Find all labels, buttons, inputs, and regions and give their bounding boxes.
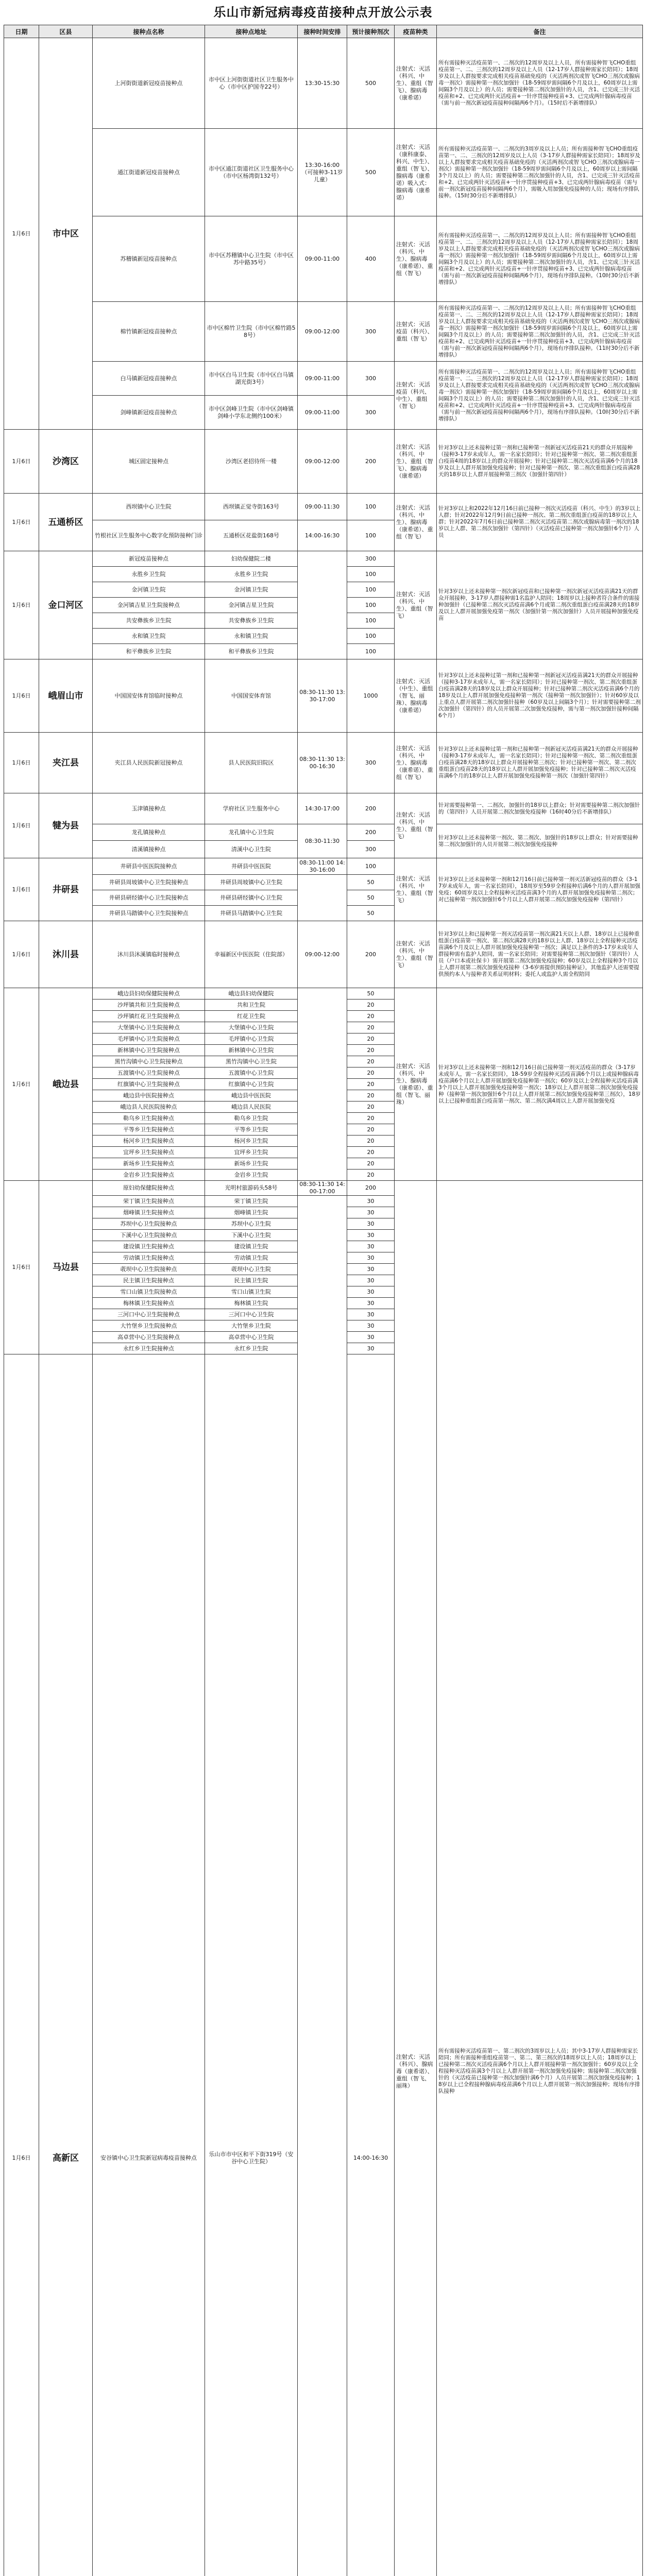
district-cell: 夹江县 bbox=[39, 733, 93, 793]
site-name-cell: 劳动镇卫生院接种点 bbox=[93, 1252, 205, 1264]
site-address-cell: 民主镇卫生院 bbox=[205, 1275, 298, 1286]
site-name-cell: 共安彝族乡卫生院 bbox=[93, 613, 205, 629]
site-name-cell: 新林镇中心卫生院接种点 bbox=[93, 1045, 205, 1056]
header-site-address: 接种点地址 bbox=[205, 25, 298, 38]
notes-cell: 针对3岁以上还未接种第一剂和12月16日前已接种第一剂灭活新冠疫苗的群众（3-17岁未成年人，需一名家长陪同），18周岁至59岁全程接种后满6个月的人群开展加强免疫；60周岁及以上全程接种灭活疫苗满3个月的人群开展加强免疫接种第二剂次；对已接种第一剂次加强针6个月以上人群开展第二剂次加强免疫接种（第四针） bbox=[437, 858, 643, 921]
site-name-cell: 黑竹沟镇中心卫生院接种点 bbox=[93, 1056, 205, 1067]
doses-cell: 20 bbox=[347, 1113, 395, 1124]
schedule-cell bbox=[298, 988, 347, 1181]
district-cell: 井研县 bbox=[39, 858, 93, 921]
doses-cell: 200 bbox=[347, 793, 395, 824]
site-name-cell: 荍坝中心卫生院接种点 bbox=[93, 1264, 205, 1275]
site-address-cell: 县人民医院旧院区 bbox=[205, 733, 298, 793]
schedule-cell: 13:30-15:30 bbox=[298, 38, 347, 129]
doses-cell: 30 bbox=[347, 1286, 395, 1298]
doses-cell: 1000 bbox=[347, 659, 395, 733]
doses-cell: 300 bbox=[347, 302, 395, 362]
site-name-cell: 沙坪镇红花卫生院接种点 bbox=[93, 1011, 205, 1022]
schedule-cell: 09:00-11:00 bbox=[298, 216, 347, 302]
site-address-cell: 乐山市市中区和平下街319号（安谷中心卫生院） bbox=[205, 1354, 298, 2576]
doses-cell: 500 bbox=[347, 38, 395, 129]
site-name-cell: 通江街道新冠疫苗接种点 bbox=[93, 129, 205, 216]
table-row bbox=[4, 659, 643, 733]
doses-cell: 30 bbox=[347, 1309, 395, 1320]
page-title: 乐山市新冠病毒疫苗接种点开放公示表 bbox=[0, 0, 646, 25]
doses-cell: 30 bbox=[347, 1275, 395, 1286]
site-address-cell: 峨边县妇幼保健院 bbox=[205, 988, 298, 999]
site-address-cell: 梅林镇卫生院 bbox=[205, 1298, 298, 1309]
table-row bbox=[4, 921, 643, 988]
site-name-cell: 峨边县人民医院接种点 bbox=[93, 1101, 205, 1113]
site-address-cell: 西坝镇正觉寺街163号 bbox=[205, 494, 298, 520]
vaccine-type-cell: 注射式：灭活（科兴）、腺病毒（康希诺）、重组（智飞、丽珠） bbox=[395, 1181, 437, 2576]
header-notes: 备注 bbox=[437, 25, 643, 38]
site-name-cell: 金河镇吉星卫生院接种点 bbox=[93, 598, 205, 613]
site-address-cell: 沙湾区老招待所一楼 bbox=[205, 430, 298, 494]
date-cell: 1月6日 bbox=[4, 858, 39, 921]
schedule-cell: 14:30-17:00 bbox=[298, 793, 347, 824]
site-address-cell: 五通桥区花盐街168号 bbox=[205, 520, 298, 551]
doses-cell: 400 bbox=[347, 216, 395, 302]
doses-cell: 200 bbox=[347, 921, 395, 988]
site-address-cell: 井研县中医医院 bbox=[205, 858, 298, 875]
doses-cell: 20 bbox=[347, 1170, 395, 1181]
site-address-cell: 苏坝中心卫生院 bbox=[205, 1218, 298, 1230]
site-address-cell: 荍坝中心卫生院 bbox=[205, 1264, 298, 1275]
site-address-cell: 峨边县中医医院 bbox=[205, 1090, 298, 1101]
site-name-cell: 金河镇卫生院 bbox=[93, 582, 205, 598]
district-cell: 高新区 bbox=[39, 1354, 93, 2576]
schedule-cell: 09:00-11:00 bbox=[298, 396, 347, 430]
site-name-cell: 宜坪乡卫生院接种点 bbox=[93, 1147, 205, 1158]
vaccine-type-cell: 注射式：灭活（科兴、中生）、腺病毒（康希诺）、重组（智飞） bbox=[395, 733, 437, 793]
schedule-cell: 14:00-16:30 bbox=[347, 1354, 395, 2576]
doses-cell: 50 bbox=[347, 906, 395, 921]
district-cell: 马边县 bbox=[39, 1181, 93, 1354]
site-address-cell: 五渡镇中心卫生院 bbox=[205, 1067, 298, 1079]
doses-cell: 300 bbox=[347, 551, 395, 567]
date-cell: 1月6日 bbox=[4, 988, 39, 1181]
site-address-cell: 勒乌乡卫生院 bbox=[205, 1113, 298, 1124]
doses-cell: 20 bbox=[347, 1045, 395, 1056]
site-name-cell: 毛坪镇中心卫生院接种点 bbox=[93, 1033, 205, 1045]
table-row bbox=[4, 858, 643, 875]
vaccine-type-cell: 注射式：灭活（科兴、中生）、重组（智飞） bbox=[395, 793, 437, 858]
site-name-cell: 原妇幼保健院接种点 bbox=[93, 1181, 205, 1196]
site-address-cell: 雪口山镇卫生院 bbox=[205, 1286, 298, 1298]
doses-cell: 20 bbox=[347, 1136, 395, 1147]
vaccine-type-cell: 注射式：灭活疫苗（科兴、中生）、重组（智飞） bbox=[395, 362, 437, 430]
schedule-cell: 08:30-11:00 14:30-16:00 bbox=[298, 858, 347, 875]
site-name-cell: 剑峰镇新冠疫苗接种点 bbox=[93, 396, 205, 430]
notes-cell: 针对3岁以上还未接种过第一剂和已接种第一剂新冠灭活疫苗满21天的群众开展接种（接种3-17岁未成年人，需一名家长陪同）；针对已接种第一剂次、第二剂次重组蛋白疫苗满28天的18岁及以上群众开展接种；针对已接种第二剂次灭活疫苗满6个月的18岁及以上人群开展加强免疫接种第一剂次（接种第一剂次加强针）；针对60岁及以上重点人群开展第二剂次加强针接种（60岁及以上间隔3个月）；针对需要接种第二剂次加强针（第四针）的人员开展第二次加强免疫接种，需与第一剂次加强针接种间隔6个月） bbox=[437, 659, 643, 733]
site-name-cell: 三河口中心卫生院接种点 bbox=[93, 1309, 205, 1320]
header-date: 日期 bbox=[4, 25, 39, 38]
site-address-cell: 金河镇吉星卫生院 bbox=[205, 598, 298, 613]
site-name-cell: 建设镇卫生院接种点 bbox=[93, 1241, 205, 1252]
site-address-cell: 和平彝族乡卫生院 bbox=[205, 644, 298, 659]
site-name-cell: 苏稽镇新冠疫苗接种点 bbox=[93, 216, 205, 302]
site-address-cell: 红旗镇中心卫生院 bbox=[205, 1079, 298, 1090]
site-name-cell: 竹根社区卫生服务中心数字化预防接种门诊 bbox=[93, 520, 205, 551]
schedule-cell bbox=[298, 875, 347, 921]
site-name-cell: 大竹堡乡卫生院接种点 bbox=[93, 1320, 205, 1332]
header-vaccine-type: 疫苗种类 bbox=[395, 25, 437, 38]
district-cell: 沙湾区 bbox=[39, 430, 93, 494]
doses-cell: 100 bbox=[347, 582, 395, 598]
schedule-cell: 09:00-12:00 bbox=[298, 302, 347, 362]
site-address-cell: 劳动镇卫生院 bbox=[205, 1252, 298, 1264]
vaccine-type-cell: 注射式：灭活（科兴、中生）、重组（智飞） bbox=[395, 858, 437, 921]
schedule-cell: 08:30-11:30 bbox=[298, 824, 347, 858]
doses-cell: 20 bbox=[347, 1067, 395, 1079]
doses-cell: 20 bbox=[347, 1101, 395, 1113]
site-address-cell: 红花卫生院 bbox=[205, 1011, 298, 1022]
vaccine-type-cell: 注射式：灭活疫苗（科兴）、重组（智飞） bbox=[395, 302, 437, 362]
notes-cell: 针对3岁以上和已接种第一剂灭活疫苗第一剂次满21天以上人群、18岁以上已接种重组蛋白疫苗第一剂次、第二剂次满28天的18岁以上人群、18岁以上全程接种灭活疫苗满6个月及以上人群开展加强免疫接种第一剂次；满足以上条件的3-17岁未成年人群接种需有监护人陪同，需一名家长陪同；对需要接种第二剂次加强针（第四针）人员（户口本或社保卡）需开展第二剂次加强免疫接种；60岁及以上全程接种3个月以上人群开展第二剂次加强免疫接种（3-6岁需提供预防接种证），其他监护人还需要提供预约本人与接种者关系证明材料；委托人或监护人需全程陪同 bbox=[437, 921, 643, 988]
schedule-cell bbox=[298, 1196, 347, 2576]
doses-cell: 300 bbox=[347, 733, 395, 793]
schedule-cell: 09:00-12:00 bbox=[298, 430, 347, 494]
site-name-cell: 井研县马踏镇中心卫生院接种点 bbox=[93, 906, 205, 921]
site-name-cell: 井研县研经镇中心卫生院接种点 bbox=[93, 890, 205, 906]
doses-cell: 200 bbox=[347, 430, 395, 494]
date-cell: 1月6日 bbox=[4, 659, 39, 733]
site-address-cell: 大竹堡乡卫生院 bbox=[205, 1320, 298, 1332]
header-site-name: 接种点名称 bbox=[93, 25, 205, 38]
vaccine-type-cell: 注射式：灭活（科兴、中生）、重组（智飞） bbox=[395, 921, 437, 988]
schedule-cell: 14:00-16:30 bbox=[298, 520, 347, 551]
site-address-cell: 永胜乡卫生院 bbox=[205, 567, 298, 582]
site-name-cell: 西坝镇中心卫生院 bbox=[93, 494, 205, 520]
doses-cell: 30 bbox=[347, 1343, 395, 1354]
site-address-cell: 金岩乡卫生院 bbox=[205, 1170, 298, 1181]
notes-cell: 针对3岁以上还未接种过第一剂和已接种第一剂新冠灭活疫苗21天的群众开展接种（接种3-17岁未成年人，需一名家长陪同）；针对已接种第一剂次、第二剂次重组蛋白疫苗4周的18岁以上的群众开展接种；针对已接种第二剂次灭活疫苗满6个月的18岁及以上人群开展加强免疫接种；针对已接种第一剂次、第二剂次重组蛋白疫苗满28天的18岁以上人群开展接种第三剂次（加强针第四针） bbox=[437, 430, 643, 494]
vaccine-type-cell: 注射式：灭活（科兴、中生）、重组（智飞）、腺病毒（康希诺） bbox=[395, 38, 437, 129]
site-name-cell: 白马镇新冠疫苗接种点 bbox=[93, 362, 205, 396]
site-address-cell: 杨河乡卫生院 bbox=[205, 1136, 298, 1147]
site-name-cell: 烟峰镇卫生院接种点 bbox=[93, 1207, 205, 1218]
site-address-cell: 市中区白马卫生院（市中区白马镇湖光街3号） bbox=[205, 362, 298, 396]
site-address-cell: 市中区棉竹卫生院（市中区棉竹路58号） bbox=[205, 302, 298, 362]
notes-cell: 所有需接种灭活疫苗第一、二剂次的12周岁及以上人员；所有需接种智飞CHO重组疫苗第一、二、三剂次的12周岁及以上人员（12-17岁人群接种需家长陪同）；18周岁及以上人群按要求完成相关疫苗基础免疫的（灭活两剂次或智飞CHO三剂次或腺病毒一剂次）需接种第一剂次加强针（18-59周岁需间隔6个月及以上，60周岁以上需间隔3个月及以上）的人员；需要接种第二剂次加强针的人员，含1、已完成三针灭活疫苗和+2、已完成两针灭活疫苗+一针序贯接种疫苗+3、已完成两针腺病毒疫苗（需与前一剂次新冠疫苗接种间隔两6个月），现场有序排队接种。（11时30分后不新增排队） bbox=[437, 302, 643, 362]
notes-cell: 所有需接种灭活疫苗第一、二剂次的12周岁及以上人员，所有需接种智飞CHO重组疫苗第一、二、三剂次的12周岁及以上人员（12-17岁人群接种需家长陪同）；18周岁及以上人群按要求完成相关疫苗基础免疫的（灭活两剂次或智飞CHO三剂次或腺病毒一剂次）需接种第一剂次加强针（18-59周岁需间隔6个月及以上，60周岁以上需间隔3个月及以上）的人员；需要接种第二剂次加强针的人员，含1、已完成三针灭活疫苗和+2、已完成两针灭活疫苗+一针序贯接种疫苗+3、已完成两针腺病毒疫苗（需与前一剂次新冠疫苗接种间隔两6个月）。（15时后不新增排队） bbox=[437, 38, 643, 129]
site-address-cell: 金河镇卫生院 bbox=[205, 582, 298, 598]
site-name-cell: 荣丁镇卫生院接种点 bbox=[93, 1196, 205, 1207]
doses-cell: 50 bbox=[347, 890, 395, 906]
site-name-cell: 金岩乡卫生院接种点 bbox=[93, 1170, 205, 1181]
site-address-cell: 高卓营中心卫生院 bbox=[205, 1332, 298, 1343]
schedule-cell: 09:00-12:00 bbox=[298, 921, 347, 988]
notes-cell: 针对3岁以上和2022年12月16日前已接种一剂次灭活疫苗（科兴、中生）的3岁以上人群；针对2022年12月9日前已接种一剂次、第二剂次重组蛋白疫苗的18岁以上人群；针对2022年7月6日前已接种第二剂次灭活疫苗第二剂次或腺病毒第一剂次的18岁以上人群、第二剂次加强针（第四针）（灭活疫苗已接种第一剂次加强针6个月）人员 bbox=[437, 494, 643, 551]
table-row bbox=[4, 129, 643, 216]
district-cell: 犍为县 bbox=[39, 793, 93, 858]
site-address-cell: 幸福新区中医医院（住院部） bbox=[205, 921, 298, 988]
site-name-cell: 苏坝中心卫生院接种点 bbox=[93, 1218, 205, 1230]
site-name-cell: 大堡镇中心卫生院接种点 bbox=[93, 1022, 205, 1033]
doses-cell: 20 bbox=[347, 1124, 395, 1136]
table-row bbox=[4, 38, 643, 129]
table-row bbox=[4, 551, 643, 567]
site-address-cell: 学府社区卫生服务中心 bbox=[205, 793, 298, 824]
doses-cell: 500 bbox=[347, 129, 395, 216]
site-address-cell: 平等乡卫生院 bbox=[205, 1124, 298, 1136]
site-name-cell: 上河街街道新冠疫苗接种点 bbox=[93, 38, 205, 129]
site-address-cell: 清溪中心卫生院 bbox=[205, 841, 298, 858]
site-name-cell: 井研县中医医院接种点 bbox=[93, 858, 205, 875]
site-address-cell: 荣丁镇卫生院 bbox=[205, 1196, 298, 1207]
site-address-cell: 市中区剑峰卫生院（市中区剑峰镇剑峰小学东北侧约100米） bbox=[205, 396, 298, 430]
header-schedule: 接种时间安排 bbox=[298, 25, 347, 38]
site-name-cell: 高卓营中心卫生院接种点 bbox=[93, 1332, 205, 1343]
site-address-cell: 妇幼保健院二楼 bbox=[205, 551, 298, 567]
site-name-cell: 井研县周坡镇中心卫生院接种点 bbox=[93, 875, 205, 890]
date-cell: 1月6日 bbox=[4, 1354, 39, 2576]
site-name-cell: 沙坪镇共和卫生院接种点 bbox=[93, 999, 205, 1011]
doses-cell: 100 bbox=[347, 858, 395, 875]
doses-cell: 30 bbox=[347, 1298, 395, 1309]
site-name-cell: 平等乡卫生院接种点 bbox=[93, 1124, 205, 1136]
doses-cell: 20 bbox=[347, 1147, 395, 1158]
date-cell: 1月6日 bbox=[4, 494, 39, 551]
vaccination-sites-table bbox=[4, 25, 643, 2576]
site-name-cell: 民主镇卫生院接种点 bbox=[93, 1275, 205, 1286]
doses-cell: 20 bbox=[347, 1011, 395, 1022]
date-cell: 1月6日 bbox=[4, 921, 39, 988]
doses-cell: 30 bbox=[347, 1207, 395, 1218]
schedule-cell: 08:30-11:30 13:30-17:00 bbox=[298, 659, 347, 733]
district-cell: 市中区 bbox=[39, 38, 93, 430]
date-cell: 1月6日 bbox=[4, 1181, 39, 1354]
site-name-cell: 新冠疫苗接种点 bbox=[93, 551, 205, 567]
vaccine-type-cell: 注射式：灭活（科兴、中生）、腺病毒（康希诺）、重组（智飞、丽珠） bbox=[395, 988, 437, 1181]
site-name-cell: 红旗镇中心卫生院接种点 bbox=[93, 1079, 205, 1090]
site-address-cell: 烟峰镇卫生院 bbox=[205, 1207, 298, 1218]
site-name-cell: 峨边县中医院接种点 bbox=[93, 1090, 205, 1101]
doses-cell: 100 bbox=[347, 494, 395, 520]
notes-cell: 所有需接种灭活疫苗第一、二剂次的12周岁及以上人员；所有需接种智飞CHO重组疫苗第一、二、三剂次的12周岁及以上人员（12-17岁人群接种需家长陪同）；18周岁及以上人群按要求完成相关疫苗基础免疫的（灭活两剂次或智飞CHO三剂次或腺病毒一剂次）需接种第一剂次加强针（18-59周岁需间隔6个月及以上，60周岁以上需间隔3个月及以上）的人员；需要接种第二剂次加强针的人员，含1、已完成三针灭活疫苗和+2、已完成两针灭活疫苗+一针序贯接种疫苗+3、已完成两针腺病毒疫苗（需与前一剂次新冠疫苗接种间隔两6个月），现场有序排队接种。（10时30分后不新增排队） bbox=[437, 216, 643, 302]
site-address-cell: 三河口中心卫生院 bbox=[205, 1309, 298, 1320]
district-cell: 峨眉山市 bbox=[39, 659, 93, 733]
doses-cell: 50 bbox=[347, 875, 395, 890]
site-address-cell: 井研县研经镇中心卫生院 bbox=[205, 890, 298, 906]
site-address-cell: 黑竹沟镇中心卫生院 bbox=[205, 1056, 298, 1067]
vaccine-type-cell: 注射式：灭活（科兴、中生）、腺病毒（康希诺）、重组（智飞） bbox=[395, 216, 437, 302]
notes-cell: 针对需要接种第一、二剂次、加强针的18岁以上群众；针对需要接种第二剂次加强针的（第四针）人员开展第二剂次加强免疫接种（16时40分后不新增排队） bbox=[437, 793, 643, 824]
site-name-cell: 中国国安体育馆临时接种点 bbox=[93, 659, 205, 733]
doses-cell: 30 bbox=[347, 1332, 395, 1343]
doses-cell: 300 bbox=[347, 841, 395, 858]
doses-cell: 100 bbox=[347, 567, 395, 582]
site-address-cell: 共安彝族乡卫生院 bbox=[205, 613, 298, 629]
vaccine-type-cell: 注射式：灭活（中生）、重组（智飞、丽珠）、腺病毒（康希诺） bbox=[395, 659, 437, 733]
notes-cell: 针对3岁以上还未接种第一剂和12月16日前已接种第一剂灭活疫苗的群众（3-17岁未成年人，需一名家长陪同），18-59岁全程接种灭活疫苗满6个月以上或接种腺病毒疫苗满6个月以上人群开展加强免疫接种第一剂次；60岁及以上全程接种灭活疫苗满3个月以上人群开展加强免疫接种第一剂次；18岁以上人群开展第二剂次加强免疫接种（接种第一剂次加强针6个月以上人群开展第二剂次加强免疫接种第三剂次），18岁以上已接种重组蛋白疫苗第一剂次、第二剂次满4周以上人群开展加强免疫 bbox=[437, 988, 643, 1181]
notes-cell: 所有需接种灭活疫苗第一、第二剂次的3周岁以上人员；其中3-17岁人群接种需家长陪同；所有需接种重组疫苗第一、第二、第三剂次的18周岁以上人员；18周岁以上已接种第二剂次灭活疫苗满6个月以上人群开展接种第一剂次加强针；60岁及以上全程接种灭活疫苗满3个月以上人群开展第一剂次加强免疫接种；需接种第二剂次加强针的（灭活疫苗已接种第一剂次加强针满6个月）人员开展第二剂次加强免疫接种；18岁以上已全程接种腺病毒疫苗满6个月以上人群开展第一剂次加强接种；现场有序排队接种 bbox=[437, 1181, 643, 2576]
doses-cell: 20 bbox=[347, 1022, 395, 1033]
site-address-cell: 共和卫生院 bbox=[205, 999, 298, 1011]
site-address-cell: 下溪中心卫生院 bbox=[205, 1230, 298, 1241]
doses-cell: 50 bbox=[347, 988, 395, 999]
notes-cell: 针对3岁以上还未接种过第一剂和已接种第一剂新冠灭活疫苗满21天的群众开展接种（接种3-17岁未成年人，需一名家长陪同）；针对已接种第一剂次、第二剂次重组蛋白疫苗满28天的18岁以上群众开展接种第三剂次；针对已接种第一剂次、第二剂次重组蛋白疫苗28天的18岁以上人群开展加强免疫接种；针对已接种第二剂次灭活疫苗满6个月的18岁以上人群开展加强免疫接种第一剂次（加强针第四针） bbox=[437, 733, 643, 793]
doses-cell: 100 bbox=[347, 629, 395, 644]
table-row bbox=[4, 793, 643, 824]
header-district: 区县 bbox=[39, 25, 93, 38]
schedule-cell: 09:00-11:30 bbox=[298, 494, 347, 520]
site-address-cell: 毛坪镇中心卫生院 bbox=[205, 1033, 298, 1045]
site-address-cell: 新林镇中心卫生院 bbox=[205, 1045, 298, 1056]
district-cell: 金口河区 bbox=[39, 551, 93, 659]
table-row bbox=[4, 824, 643, 841]
doses-cell: 100 bbox=[347, 598, 395, 613]
notes-cell: 所有需接种灭活疫苗第一、二剂次的12周岁及以上人员；所有需接种智飞CHO重组疫苗第一、二、三剂次的12周岁及以上人员（12-17岁人群接种需家长陪同）；18周岁及以上人群按要求完成相关疫苗基础免疫的（灭活两剂次或智飞CHO三剂次或腺病毒一剂次）需接种第一剂次加强针（18-59周岁需间隔6个月及以上，60周岁以上需间隔3个月及以上）的人员；需要接种第二剂次加强针的人员，含1、已完成三针灭活疫苗和+2、已完成两针灭活疫苗+一针序贯接种疫苗+3、已完成两针腺病毒疫苗（需与前一剂次新冠疫苗接种间隔两6个月），现场有序排队接种。（10时30分后不新增排队） bbox=[437, 362, 643, 430]
site-name-cell: 安谷镇中心卫生院新冠病毒疫苗接种点 bbox=[93, 1354, 205, 2576]
schedule-cell bbox=[298, 551, 347, 659]
date-cell: 1月6日 bbox=[4, 733, 39, 793]
vaccine-type-cell: 注射式：灭活（科兴、中生）、重组（智飞） bbox=[395, 551, 437, 659]
doses-cell: 30 bbox=[347, 1241, 395, 1252]
site-name-cell: 雪口山镇卫生院接种点 bbox=[93, 1286, 205, 1298]
doses-cell: 20 bbox=[347, 1079, 395, 1090]
site-name-cell: 杨河乡卫生院接种点 bbox=[93, 1136, 205, 1147]
table-row bbox=[4, 733, 643, 793]
doses-cell: 100 bbox=[347, 520, 395, 551]
doses-cell: 20 bbox=[347, 1090, 395, 1101]
site-address-cell: 大堡镇中心卫生院 bbox=[205, 1022, 298, 1033]
table-row bbox=[4, 988, 643, 999]
schedule-cell: 09:00-11:00 bbox=[298, 362, 347, 396]
site-name-cell: 永和镇卫生院 bbox=[93, 629, 205, 644]
site-name-cell: 勒乌乡卫生院接种点 bbox=[93, 1113, 205, 1124]
doses-cell: 30 bbox=[347, 1264, 395, 1275]
table-row bbox=[4, 1181, 643, 1196]
site-address-cell: 永红乡卫生院 bbox=[205, 1343, 298, 1354]
date-cell: 1月6日 bbox=[4, 430, 39, 494]
doses-cell: 300 bbox=[347, 362, 395, 396]
site-name-cell: 和平彝族乡卫生院 bbox=[93, 644, 205, 659]
vaccine-type-cell: 注射式：灭活（康科康泰、科兴、中生）、重组（智飞）、腺病毒（康希诺）吸入式：腺病毒（康希诺） bbox=[395, 129, 437, 216]
doses-cell: 300 bbox=[347, 396, 395, 430]
site-name-cell: 永红乡卫生院接种点 bbox=[93, 1343, 205, 1354]
site-name-cell: 梅林镇卫生院接种点 bbox=[93, 1298, 205, 1309]
date-cell: 1月6日 bbox=[4, 793, 39, 858]
site-address-cell: 井研县马踏镇中心卫生院 bbox=[205, 906, 298, 921]
doses-cell: 30 bbox=[347, 1218, 395, 1230]
site-name-cell: 永胜乡卫生院 bbox=[93, 567, 205, 582]
header-doses: 预计接种剂次 bbox=[347, 25, 395, 38]
header-row bbox=[4, 25, 643, 38]
site-name-cell: 夹江县人民医院新冠接种点 bbox=[93, 733, 205, 793]
site-address-cell: 中国国安体育馆 bbox=[205, 659, 298, 733]
site-address-cell: 峨边县人民医院 bbox=[205, 1101, 298, 1113]
site-name-cell: 龙孔镇接种点 bbox=[93, 824, 205, 841]
doses-cell: 20 bbox=[347, 1033, 395, 1045]
site-address-cell: 市中区上河街街道社区卫生服务中心（市中区护国寺22号） bbox=[205, 38, 298, 129]
district-cell: 沐川县 bbox=[39, 921, 93, 988]
site-address-cell: 新场乡卫生院 bbox=[205, 1158, 298, 1170]
site-name-cell: 沐川县沐溪镇临时接种点 bbox=[93, 921, 205, 988]
district-cell: 峨边县 bbox=[39, 988, 93, 1181]
doses-cell: 30 bbox=[347, 1230, 395, 1241]
doses-cell: 200 bbox=[347, 1181, 395, 1196]
site-address-cell: 井研县周坡镇中心卫生院 bbox=[205, 875, 298, 890]
notes-cell: 针对3岁以上还未接种第一剂次新冠疫苗和已接种第一剂次新冠灭活疫苗满21天的群众开展接种，3-17岁人群接种需1名监护人陪同；18周岁以上接种者符合条件的需接种加强针（已接种第二剂次灭活疫苗满6个月或第二剂次重组蛋白疫苗满28天的18岁及以上人群开展加强免疫第一剂次（加强针第一剂次加强针）人员开展接种加强免疫苗 bbox=[437, 551, 643, 659]
site-name-cell: 五渡镇中心卫生院接种点 bbox=[93, 1067, 205, 1079]
site-name-cell: 棉竹镇新冠疫苗接种点 bbox=[93, 302, 205, 362]
doses-cell: 20 bbox=[347, 1158, 395, 1170]
site-name-cell: 峨边县妇幼保健院接种点 bbox=[93, 988, 205, 999]
doses-cell: 30 bbox=[347, 1252, 395, 1264]
site-address-cell: 市中区通江街道社区卫生服务中心（市中区杨湾街132号） bbox=[205, 129, 298, 216]
schedule-cell: 08:30-11:30 13:00-16:30 bbox=[298, 733, 347, 793]
site-name-cell: 玉津镇接种点 bbox=[93, 793, 205, 824]
site-address-cell: 建设镇卫生院 bbox=[205, 1241, 298, 1252]
site-address-cell: 龙孔镇中心卫生院 bbox=[205, 824, 298, 841]
table-row bbox=[4, 430, 643, 494]
vaccine-type-cell: 注射式：灭活（科兴、中生）、腺病毒（康希诺）、重组（智飞） bbox=[395, 494, 437, 551]
doses-cell: 20 bbox=[347, 999, 395, 1011]
notes-cell: 所有需接种灭活疫苗第一、二剂次的3周岁及以上人员；所有需接种智飞CHO重组疫苗第一、二、三剂次的12周岁及以上人员（3-17岁人群接种需家长陪同）；18周岁及以上人群按要求完成相关疫苗基础免疫的（灭活两剂次或智飞CHO三剂次或腺病毒一剂次）需接种第一剂次加强针（18-59周岁需间隔6个月及以上，60周岁以上需间隔3个月及以上）的人员；需要接种第二剂次加强针的人员，含1、已完成三针灭活疫苗和+2、已完成两针灭活疫苗+一针序贯接种疫苗+3、已完成两针腺病毒疫苗（需与前一剂次新冠疫苗接种间隔两6个月），需吸入用加强免疫接种的人员；现场有序排队接种。（15时30分后不新增排队） bbox=[437, 129, 643, 216]
date-cell: 1月6日 bbox=[4, 551, 39, 659]
table-row bbox=[4, 362, 643, 396]
site-address-cell: 永和镇卫生院 bbox=[205, 629, 298, 644]
schedule-cell: 08:30-11:30 14:00-17:00 bbox=[298, 1181, 347, 1196]
notes-cell: 针对3岁以上还未接种第一剂次、第二剂次、加强针的18岁以上群众；针对需要接种第二剂次加强针的人员开展第二剂次加强免疫接种 bbox=[437, 824, 643, 858]
table-body bbox=[4, 38, 643, 2576]
doses-cell: 30 bbox=[347, 1196, 395, 1207]
site-name-cell: 城区固定接种点 bbox=[93, 430, 205, 494]
doses-cell: 20 bbox=[347, 1056, 395, 1067]
doses-cell: 30 bbox=[347, 1320, 395, 1332]
district-cell: 五通桥区 bbox=[39, 494, 93, 551]
date-cell: 1月6日 bbox=[4, 38, 39, 430]
doses-cell: 100 bbox=[347, 644, 395, 659]
site-name-cell: 下溪中心卫生院接种点 bbox=[93, 1230, 205, 1241]
site-address-cell: 市中区苏稽镇中心卫生院（市中区苏中路35号） bbox=[205, 216, 298, 302]
site-address-cell: 光明村旅游码头58号 bbox=[205, 1181, 298, 1196]
table-row bbox=[4, 216, 643, 302]
table-row bbox=[4, 302, 643, 362]
table-row bbox=[4, 494, 643, 520]
site-name-cell: 清溪镇接种点 bbox=[93, 841, 205, 858]
site-name-cell: 新场乡卫生院接种点 bbox=[93, 1158, 205, 1170]
schedule-cell: 13:30-16:00（可接种3-11岁儿童） bbox=[298, 129, 347, 216]
doses-cell: 200 bbox=[347, 824, 395, 841]
doses-cell: 100 bbox=[347, 613, 395, 629]
site-address-cell: 宜坪乡卫生院 bbox=[205, 1147, 298, 1158]
vaccine-type-cell: 注射式：灭活（科兴、中生）、重组（智飞）、腺病毒（康希诺） bbox=[395, 430, 437, 494]
